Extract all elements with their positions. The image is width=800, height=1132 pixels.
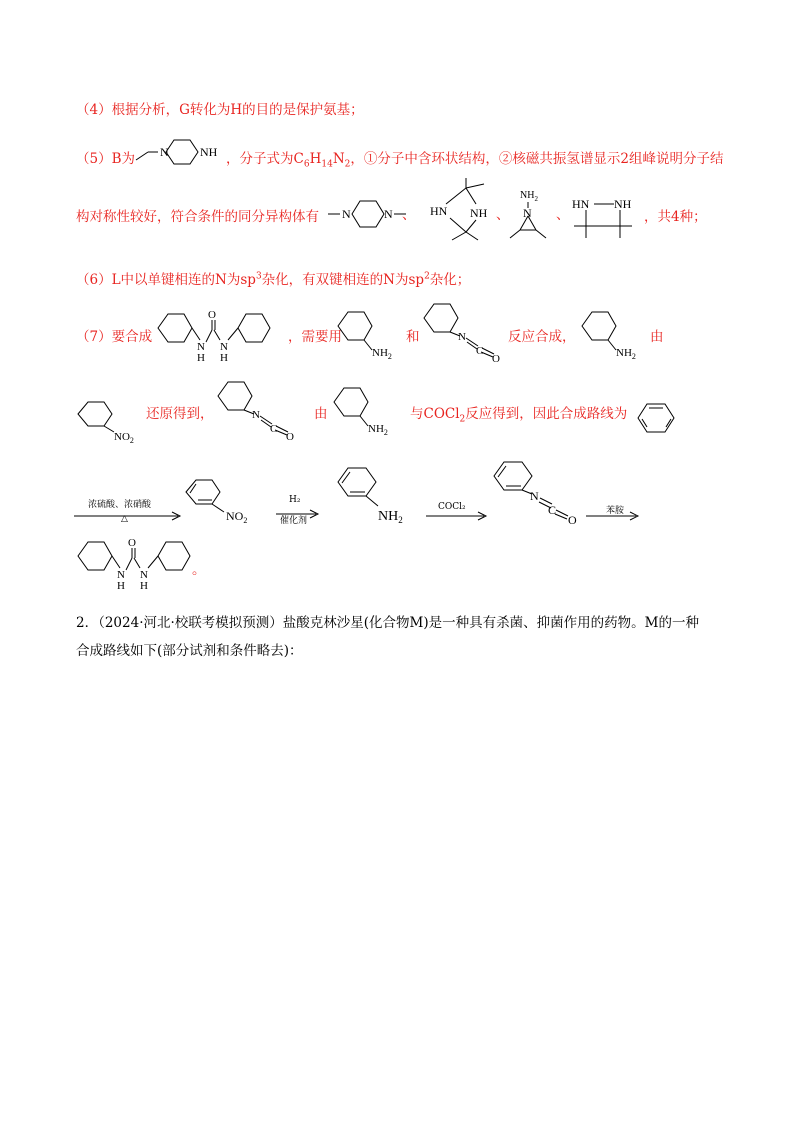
structure-benzene: [636, 400, 676, 436]
svg-text:N: N: [117, 569, 125, 581]
route-arrow-4: [586, 512, 642, 522]
svg-text:N: N: [342, 207, 351, 221]
isomer-2-tetramethyl-imidazolidine: [426, 176, 498, 240]
answer-line-6: （6）L中以单键相连的N为$sp^3$杂化，有双键相连的N为$sp^2$杂化；: [76, 271, 471, 288]
answer-line-5-prefix: （5）B为: [76, 151, 136, 167]
svg-text:C: C: [476, 345, 484, 357]
route-nitrobenzene: [182, 478, 266, 528]
svg-text:NO2: $NO_2$: [114, 431, 134, 445]
svg-text:NH: NH: [614, 197, 632, 211]
svg-text:O: O: [286, 431, 294, 443]
answer-line-5-formula: ，分子式为$C_6H_{14}N_2$，①分子中含环状结构，②核磁共振氢谱显示2组峰说明分子结: [226, 151, 724, 170]
svg-text:NH: NH: [470, 206, 488, 220]
route-phenyl-isocyanate: [490, 458, 586, 528]
answer-line-5-cont: 构对称性较好，符合条件的同分异构体有: [76, 209, 319, 225]
svg-text:N: N: [140, 569, 148, 581]
svg-text:O: O: [568, 513, 577, 527]
svg-text:H: H: [220, 352, 228, 364]
structure-nitrobenzene: [74, 400, 146, 444]
svg-text:NO2: $NO_2$: [226, 509, 248, 525]
atom-N: N: [160, 145, 169, 159]
svg-text:H: H: [117, 580, 125, 592]
svg-text:C: C: [270, 423, 278, 435]
structure-phenyl-isocyanate-2: [214, 378, 294, 443]
isomer-1-dimethylpiperazine: [326, 190, 406, 236]
atom-NH: NH: [200, 145, 218, 159]
svg-text:C: C: [548, 503, 557, 517]
isomer-3-amino-aziridine: [506, 186, 558, 242]
svg-text:NH2: $NH_2$: [372, 347, 392, 361]
route-diphenylurea: [74, 534, 204, 592]
svg-text:NH2: $NH_2$: [616, 347, 636, 361]
structure-aniline-2: [578, 310, 650, 361]
route-arrow-1: [74, 512, 184, 522]
structure-aniline-3: [330, 386, 402, 437]
svg-text:H: H: [140, 580, 148, 592]
answer-line-4: （4）根据分析，G转化为H的目的是保护氨基；: [76, 102, 364, 118]
svg-text:N: N: [530, 489, 539, 503]
isomer-4-tetramethyl-diazetidine: [570, 190, 638, 240]
svg-text:O: O: [128, 537, 136, 549]
answer-line-8-route: 与COCl$_2$反应得到，因此合成路线为: [410, 406, 628, 425]
svg-text:NH2: $NH_2$: [520, 190, 538, 203]
svg-text:N: N: [252, 409, 260, 421]
svg-text:HN: HN: [430, 204, 448, 218]
svg-text:NH2: $NH_2$: [368, 423, 388, 437]
svg-text:N: N: [523, 206, 532, 220]
structure-aniline: [334, 310, 406, 361]
svg-text:HN: HN: [572, 197, 590, 211]
structure-diphenylurea: [154, 306, 284, 364]
structure-phenyl-isocyanate: [420, 300, 500, 365]
svg-text:N: N: [220, 341, 228, 353]
svg-text:NH2: $NH_2$: [378, 509, 403, 525]
svg-text:N: N: [458, 331, 466, 343]
route-aniline: [334, 464, 424, 526]
svg-text:O: O: [208, 309, 216, 321]
question-2-line-2: 合成路线如下(部分试剂和条件略去)：: [76, 643, 303, 659]
svg-text:N: N: [197, 341, 205, 353]
svg-text:H: H: [197, 352, 205, 364]
route-arrow-3: [426, 512, 490, 522]
structure-B-ethylpiperazine: [134, 130, 224, 172]
svg-text:O: O: [492, 353, 500, 365]
question-2-line-1: 2．（2024·河北·校联考模拟预测）盐酸克林沙星(化合物M)是一种具有杀菌、抑菌作用的药物。M的一种: [76, 615, 699, 631]
svg-text:N: N: [384, 207, 393, 221]
